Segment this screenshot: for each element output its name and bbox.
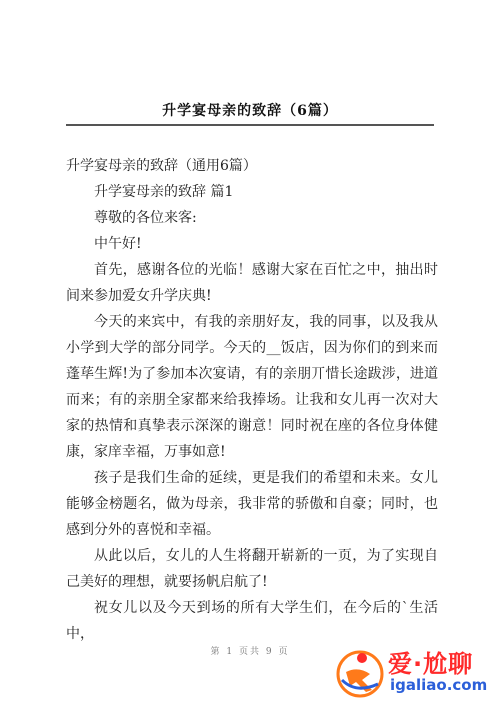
paragraph-future: 从此以后，女儿的人生将翻开崭新的一页，为了实现自己美好的理想，就要扬帆启航了! <box>66 548 438 590</box>
brand-logo-icon <box>332 644 388 700</box>
brand-name: 爱·尬聊 <box>388 650 474 678</box>
paragraph-thanks: 首先，感谢各位的光临！感谢大家在百忙之中，抽出时间来参加爱女升学庆典! <box>66 262 438 304</box>
paragraph-wishes: 祝女儿以及今天到场的所有大学生们，在今后的`生活中， <box>66 600 438 642</box>
paragraph-guests: 今天的来宾中，有我的亲朋好友，我的同事，以及我从小学到大学的部分同学。今天的__饭店，因为你们的到来而蓬荜生辉!为了参加本次宴请，有的亲朋丌惜长途跋涉，进道而来；有的亲朋全家都来给我捧场。让我和女儿再一次对大家的热情和真挚表示深深的谢意！同时祝在座的各位身体健康，家庠幸福，万事如意! <box>66 314 438 460</box>
paragraph-pride: 孩子是我们生命的延续，更是我们的希望和未来。女儿能够金榜题名，做为母亲，我非常的骄傲和自豪；同时，也感到分外的喜悦和幸福。 <box>66 470 438 538</box>
paragraph-greeting: 中午好! <box>94 236 142 252</box>
paragraph-section-title: 升学宴母亲的致辞 篇1 <box>94 184 234 200</box>
paragraph-salutation: 尊敬的各位来客: <box>94 210 197 226</box>
title-divider <box>66 124 434 126</box>
brand-url: igaliao.com <box>390 676 488 694</box>
paragraph-heading: 升学宴母亲的致辞（通用6篇） <box>66 158 257 174</box>
document-title: 升学宴母亲的致辞（6篇） <box>162 103 338 119</box>
site-watermark <box>332 640 494 700</box>
page-number: 第 1 页共 9 页 <box>210 647 290 657</box>
document-body <box>66 153 438 647</box>
